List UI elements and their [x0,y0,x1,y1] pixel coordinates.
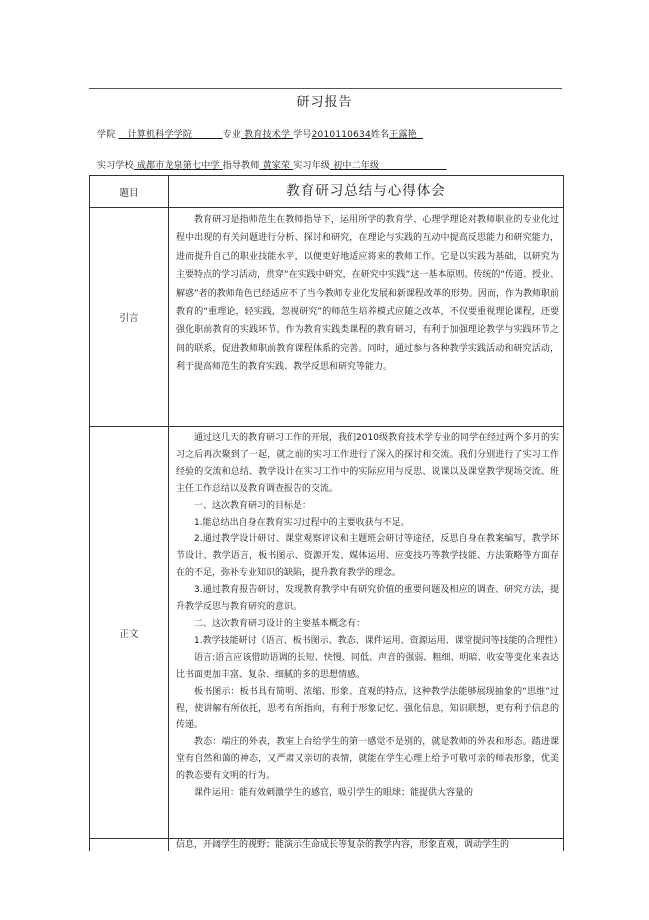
name-value: 王露艳 [389,130,417,140]
table-row-body [90,427,563,839]
body-paragraph: 板书图示：板书具有简明、浓缩、形象、直观的特点，这种教学法能够展现抽象的“思维”过程，使讲解有所依托，思考有所指向，有利于形象记忆、强化信息，知识联想，更有利于信息的传递。 [176,686,559,731]
intro-cell [169,208,563,426]
body-paragraph: 2.通过教学设计研讨、课堂观察评议和主题班会研讨等途径，反思自身在教案编写，教学环节设计、教学语言，板书图示、资源开发、媒体运用、应变技巧等教学技能、方法策略等方面存在的不足，弥补专业知识的缺陷，提升教育教学的理念。 [176,534,559,579]
table-row-continued [90,839,563,851]
continued-text: 信息，开阔学生的视野；能演示生命成长等复杂的教学内容，形象直观，调动学生的 [176,840,510,850]
major-value: 教育技术学 [244,130,291,140]
grade-value: 初中二年级 [333,161,380,171]
advisor-label: 指导教师 [222,161,260,171]
body-paragraph: 教态：端庄的外表，教室上台给学生的第一感觉不是别的，就是教师的外表和形态。踏进课堂有自然和蔼的神态，又严肃又亲切的表情，就能在学生心理上给予可敬可亲的师表形象，优美的教态要有文明的行为。 [176,737,559,782]
grade-label: 实习年级 [293,161,331,171]
info-line-1 [97,127,423,140]
name-label: 姓名 [370,130,390,140]
body-paragraph: 一、这次教育研习的目标是： [194,500,312,511]
report-topic: 教育研习总结与心得体会 [286,183,446,200]
info-line-2 [97,158,447,171]
body-paragraph: 1.教学技能研讨（语言、板书图示、教态、课件运用、资源运用、课堂提问等技能的合理性） [194,635,563,646]
school-label: 实习学校 [97,161,134,171]
report-table [89,175,564,851]
major-label: 专业 [222,130,242,140]
header-rule [89,88,562,89]
advisor-value: 黄家荣 [262,161,291,171]
college-value: 计算机科学学院 [127,130,193,140]
body-paragraph: 二、这次教育研习设计的主要基本概念有： [194,618,366,629]
continued-label [90,839,169,851]
school-value: 成都市龙泉第七中学 [136,161,220,171]
student-id-value: 2010110634 [311,130,371,140]
title-label: 题目 [90,176,169,207]
table-row-intro [90,208,563,427]
body-label: 正文 [90,427,169,838]
report-title: 研习报告 [296,95,353,110]
body-paragraph: 1.能总结出自身在教育实习过程中的主要收获与不足。 [194,517,410,528]
college-label: 学院 [97,130,116,140]
body-paragraph: 通过这几天的教育研习工作的开展，我们2010级教育技术学专业的同学在经过两个多月的实习之后再次聚到了一起，就之前的实习工作进行了深入的探讨和交流。我们分别进行了实习工作经验的交流和总结、教学设计在实习工作中的实际应用与反思、说课以及课堂教学现场交流、班主任工作总结以及教育调查报告的交流。 [176,433,559,494]
body-cell [169,427,563,838]
body-paragraph: 语言:语言应该借助语调的长短、快慢、同低、声音的强弱、粗细、明暗、收安等变化来表达比书面更加丰富、复杂、细腻的多的思想情感。 [176,652,559,680]
intro-paragraph: 教育研习是指师范生在教师指导下，运用所学的教育学、心理学理论对教师职业的专业化过程中出现的有关问题进行分析、探讨和研究，在理论与实践的互动中提高反思能力和研究能力，进而提升自己的职业技能水平，以便更好地适应将来的教师工作。它是以实践为基础，以研究为主要特点的学习活动，贯穿“在实践中研究，在研究中实践”这一基本原则。传统的“传道、授业、解惑”者的教师角色已经适应不了当今教师专业化发展和新课程改革的形势。因而，作为教师职前教育的“重理论，轻实践，忽视研究”的师范生培养模式应随之改革，不仅要重视理论课程，还要强化职前教育的实践环节。作为教育实践类课程的教育研习，有利于加强理论教学与实践环节之间的联系，促进教师职前教育课程体系的完善。同时，通过参与各种教学实践活动和研究活动，利于提高师范生的教育实践、教学反思和研究等能力。 [176,215,559,373]
intro-label: 引言 [90,208,169,426]
body-paragraph: 3.通过教育报告研讨，发现教育教学中有研究价值的重要问题及相应的调查、研究方法，提升教学反思与教育研究的意识。 [176,585,559,613]
student-id-label: 学号 [293,130,312,140]
table-row-title [90,176,563,208]
body-paragraph: 课件运用：能有效刺激学生的感官，吸引学生的眼球；能提供大容量的 [194,788,474,799]
